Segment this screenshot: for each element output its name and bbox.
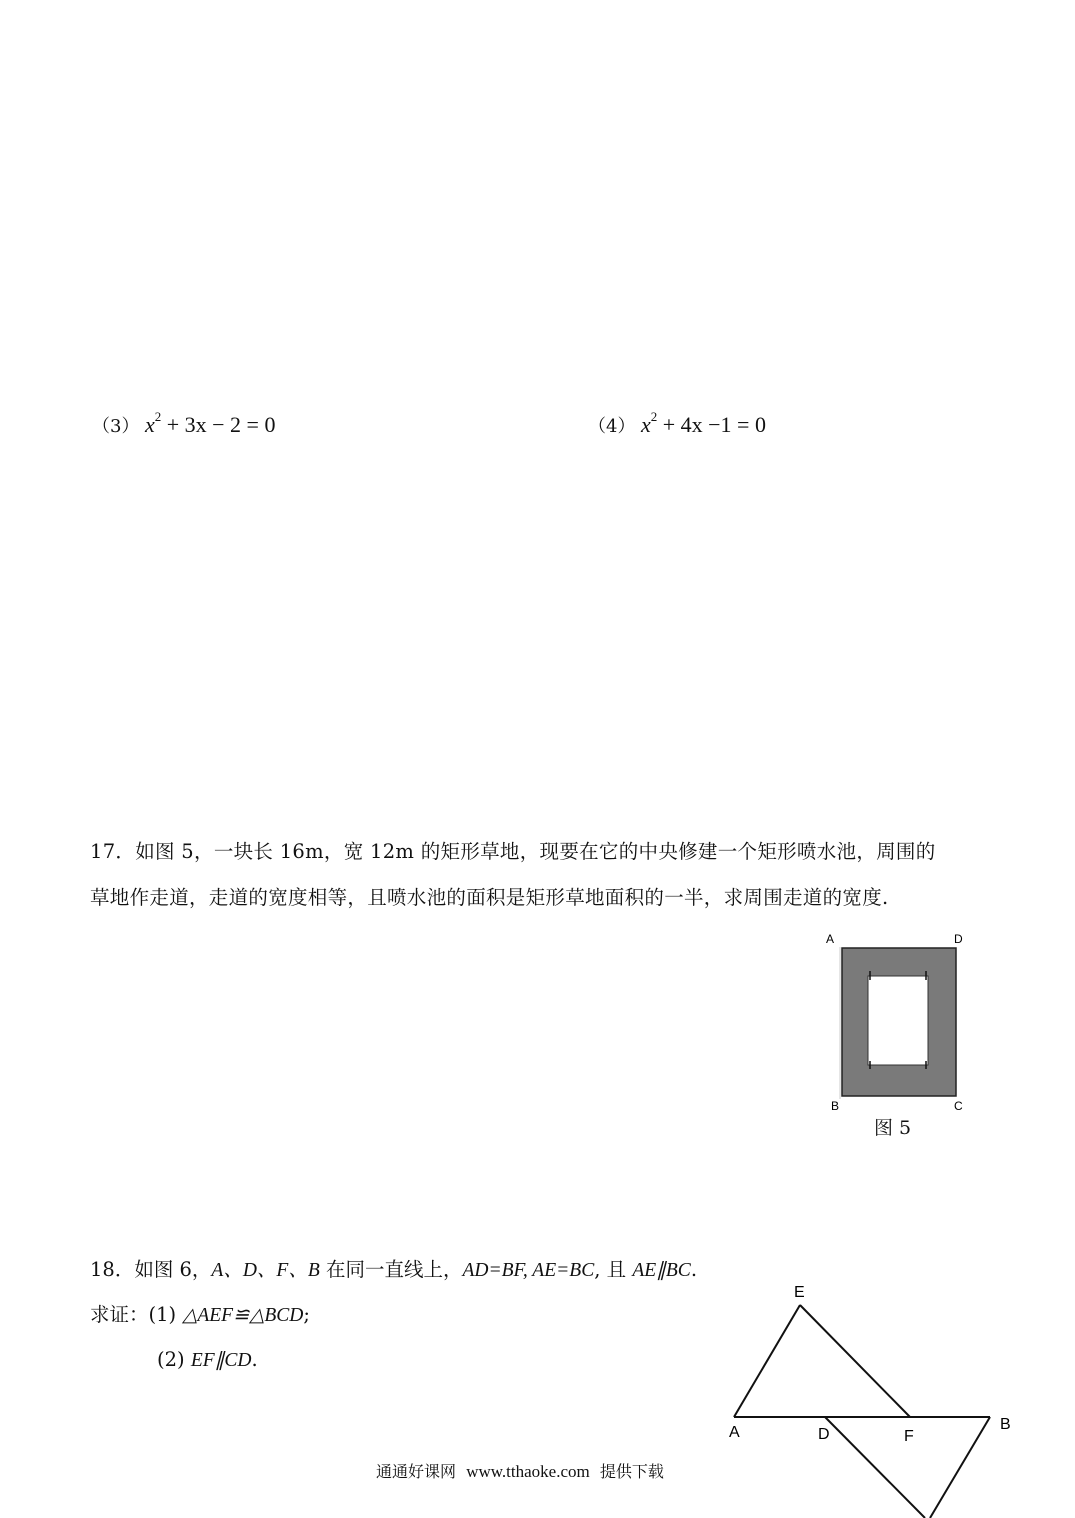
problem-18-line-3 [157, 1350, 258, 1371]
equation-3-number: （3） [92, 416, 140, 437]
figure-5-label-c: C [954, 1099, 963, 1113]
problem-18-line-1 [90, 1260, 697, 1281]
problem-18-conditions: AD=BF, AE=BC [462, 1260, 595, 1281]
segment-ae [734, 1305, 800, 1417]
problem-18-period: . [690, 1258, 698, 1281]
claim-1-semicolon: ; [303, 1303, 310, 1326]
prove-label: 求证：(1) [90, 1303, 183, 1326]
figure-5-label-a: A [826, 932, 835, 946]
fountain-pool-rectangle [868, 976, 928, 1065]
figure-5 [818, 925, 978, 1115]
figure-6-label-f: F [904, 1428, 914, 1445]
figure-6-label-e: E [794, 1284, 805, 1301]
equation-4 [588, 409, 766, 437]
figure-5-caption: 图 5 [874, 1117, 912, 1139]
page-footer [376, 1463, 664, 1480]
claim-2-period: . [251, 1348, 258, 1371]
figure-6-label-d: D [818, 1426, 830, 1443]
figure-6-label-b: B [1000, 1416, 1011, 1433]
equation-3 [92, 409, 276, 437]
footer-url[interactable]: www.tthaoke.com [466, 1462, 590, 1481]
problem-17-line-1: 17．如图 5，一块长 16m，宽 12m 的矩形草地，现要在它的中央修建一个矩形喷水池，周围的 [90, 840, 936, 863]
equation-3-exponent: 2 [154, 409, 162, 424]
problem-18-and: , 且 [594, 1258, 633, 1281]
segment-bc [930, 1417, 990, 1518]
equation-4-variable: x [640, 412, 651, 437]
problem-17-text [90, 829, 936, 921]
claim-1: △AEF≌△BCD [182, 1305, 304, 1326]
equation-3-rest: + 3x − 2 = 0 [161, 412, 276, 437]
equation-4-rest: + 4x −1 = 0 [657, 412, 766, 437]
problem-18-line-2 [90, 1305, 310, 1326]
problem-18-mid: 在同一直线上， [319, 1258, 463, 1281]
problem-18-prefix: 18．如图 6， [90, 1258, 212, 1281]
figure-5-label-d: D [954, 932, 963, 946]
problem-17-line-2: 草地作走道，走道的宽度相等，且喷水池的面积是矩形草地面积的一半，求周围走道的宽度. [90, 886, 889, 909]
figure-6 [720, 1275, 1050, 1518]
part-2-label: (2) [157, 1348, 191, 1371]
equation-4-number: （4） [588, 416, 636, 437]
figure-6-label-a: A [729, 1424, 740, 1441]
footer-site: 通通好课网 [376, 1462, 457, 1481]
figure-5-label-b: B [831, 1099, 840, 1113]
equation-3-variable: x [144, 412, 155, 437]
equation-4-exponent: 2 [650, 409, 658, 424]
claim-2: EF∥CD [190, 1350, 252, 1371]
problem-18-points: A、D、F、B [211, 1260, 320, 1281]
footer-provide: 提供下载 [599, 1462, 664, 1481]
problem-18-parallel: AE∥BC [632, 1260, 691, 1281]
segment-ef [800, 1305, 910, 1417]
